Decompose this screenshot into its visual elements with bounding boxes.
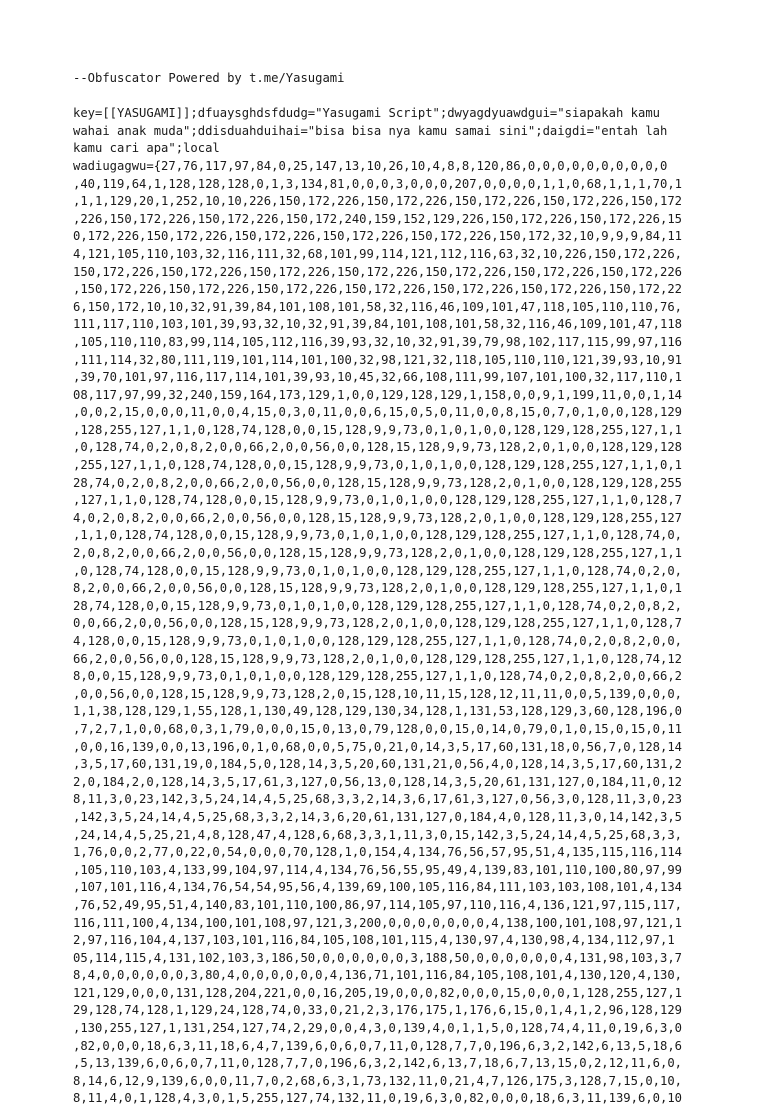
code-line: 111,117,110,103,101,39,93,32,10,32,91,39,84,101,108,101,58,32,116,46,109,101,47,118 [73,317,683,332]
code-line: 8,2,0,0,66,2,0,0,56,0,0,128,15,128,9,9,73,128,2,0,1,0,0,128,129,128,255,127,1,1,0,1 [73,581,683,596]
code-line: ,105,110,110,83,99,114,105,112,116,39,93,32,10,32,91,39,79,98,102,117,115,99,97,116 [73,334,683,349]
code-line: 8,11,4,0,1,128,4,3,0,1,5,255,127,74,132,11,0,19,6,3,0,82,0,0,0,18,6,3,11,139,6,0,10 [73,1091,683,1106]
code-line: ,0,128,74,0,2,0,8,2,0,0,66,2,0,0,56,0,0,128,15,128,9,9,73,128,2,0,1,0,0,128,129,128 [73,440,683,455]
code-line: ,130,255,127,1,131,254,127,74,2,29,0,0,4,3,0,139,4,0,1,1,5,0,128,74,4,11,0,19,6,3,0 [73,1021,683,1036]
code-line: 6,150,172,10,10,32,91,39,84,101,108,101,58,32,116,46,109,101,47,118,105,110,110,76, [73,299,683,314]
code-line: 28,74,0,2,0,8,2,0,0,66,2,0,0,56,0,0,128,15,128,9,9,73,128,2,0,1,0,0,128,129,128,255 [73,475,683,490]
code-line: 1,76,0,0,2,77,0,22,0,54,0,0,0,70,128,1,0,154,4,134,76,56,57,95,51,4,135,115,116,114 [73,845,683,860]
code-line: ,82,0,0,0,18,6,3,11,18,6,4,7,139,6,0,6,0,7,11,0,128,7,7,0,196,6,3,2,142,6,13,5,18,6 [73,1038,683,1053]
code-line: 4,121,105,110,103,32,116,111,32,68,101,99,114,121,112,116,63,32,10,226,150,172,226, [73,246,683,261]
code-line: 28,74,128,0,0,15,128,9,9,73,0,1,0,1,0,0,128,129,128,255,127,1,1,0,128,74,0,2,0,8,2, [73,598,683,613]
code-line: 8,4,0,0,0,0,0,0,3,80,4,0,0,0,0,0,0,4,136,71,101,116,84,105,108,101,4,130,120,4,130, [73,968,683,983]
code-line: ,111,114,32,80,111,119,101,114,101,100,32,98,121,32,118,105,110,110,121,39,93,10,91 [73,352,683,367]
code-line: kamu cari apa";local [73,141,220,156]
code-line: ,40,119,64,1,128,128,128,0,1,3,134,81,0,0,0,3,0,0,0,207,0,0,0,0,1,1,0,68,1,1,1,70,1 [73,176,683,191]
code-line: ,105,110,103,4,133,99,104,97,114,4,134,76,56,55,95,49,4,139,83,101,110,100,80,97,99 [73,862,683,877]
code-line: ,150,172,226,150,172,226,150,172,226,150,172,226,150,172,226,150,172,226,150,172,22 [73,282,683,297]
code-line: ,255,127,1,1,0,128,74,128,0,0,15,128,9,9,73,0,1,0,1,0,0,128,129,128,255,127,1,1,0,1 [73,458,683,473]
code-line: 0,0,66,2,0,0,56,0,0,128,15,128,9,9,73,128,2,0,1,0,0,128,129,128,255,127,1,1,0,128,7 [73,616,683,631]
code-line: ,24,14,4,5,25,21,4,8,128,47,4,128,6,68,3,3,1,11,3,0,15,142,3,5,24,14,4,5,25,68,3,3, [73,827,683,842]
code-line: 4,128,0,0,15,128,9,9,73,0,1,0,1,0,0,128,129,128,255,127,1,1,0,128,74,0,2,0,8,2,0,0, [73,634,683,648]
code-line: 2,0,184,2,0,128,14,3,5,17,61,3,127,0,56,13,0,128,14,3,5,20,61,131,127,0,184,11,0,12 [73,774,683,789]
code-line: ,76,52,49,95,51,4,140,83,101,110,100,86,97,114,105,97,110,116,4,136,121,97,115,117, [73,897,683,912]
code-line: ,0,0,2,15,0,0,0,11,0,0,4,15,0,3,0,11,0,0,6,15,0,5,0,11,0,0,8,15,0,7,0,1,0,0,128,129 [73,405,683,420]
code-line: 8,0,0,15,128,9,9,73,0,1,0,1,0,0,128,129,128,255,127,1,1,0,128,74,0,2,0,8,2,0,0,66,2 [73,669,683,684]
code-line: ,127,1,1,0,128,74,128,0,0,15,128,9,9,73,0,1,0,1,0,0,128,129,128,255,127,1,1,0,128,7 [73,493,683,508]
code-line: ,1,1,129,20,1,252,10,10,226,150,172,226,150,172,226,150,172,226,150,172,226,150,172 [73,194,683,209]
code-line: ,0,128,74,128,0,0,15,128,9,9,73,0,1,0,1,0,0,128,129,128,255,127,1,1,0,128,74,0,2,0, [73,563,683,578]
code-line: ,3,5,17,60,131,19,0,184,5,0,128,14,3,5,20,60,131,21,0,56,4,0,128,14,3,5,17,60,131,2 [73,757,683,772]
code-body [73,105,768,1108]
obfuscator-comment: --Obfuscator Powered by t.me/Yasugami [73,71,345,85]
code-line: 1,1,38,128,129,1,55,128,1,130,49,128,129,130,34,128,1,131,53,128,129,3,60,128,196,0 [73,704,683,719]
code-line: ,128,255,127,1,1,0,128,74,128,0,0,15,128,9,9,73,0,1,0,1,0,0,128,129,128,255,127,1,1 [73,422,683,437]
code-line: ,7,2,7,1,0,0,68,0,3,1,79,0,0,0,15,0,13,0,79,128,0,0,15,0,14,0,79,0,1,0,15,0,15,0,11 [73,721,683,736]
code-line: 8,14,6,12,9,139,6,0,0,11,7,0,2,68,6,3,1,73,132,11,0,21,4,7,126,175,3,128,7,15,0,10, [73,1073,683,1088]
code-line: ,39,70,101,97,116,117,114,101,39,93,10,45,32,66,108,111,99,107,101,100,32,117,110,1 [73,370,683,385]
code-line: ,1,1,0,128,74,128,0,0,15,128,9,9,73,0,1,0,1,0,0,128,129,128,255,127,1,1,0,128,74,0, [73,528,683,543]
code-line: 8,11,3,0,23,142,3,5,24,14,4,5,25,68,3,3,2,14,3,6,17,61,3,127,0,56,3,0,128,11,3,0,23 [73,792,683,807]
code-line: 121,129,0,0,0,131,128,204,221,0,0,16,205,19,0,0,0,82,0,0,0,15,0,0,0,1,128,255,127,1 [73,985,683,1000]
code-line: ,0,0,16,139,0,0,13,196,0,1,0,68,0,0,5,75,0,21,0,14,3,5,17,60,131,18,0,56,7,0,128,14 [73,739,683,754]
code-line: 4,0,2,0,8,2,0,0,66,2,0,0,56,0,0,128,15,128,9,9,73,128,2,0,1,0,0,128,129,128,255,127 [73,510,683,525]
code-line: 66,2,0,0,56,0,0,128,15,128,9,9,73,128,2,0,1,0,0,128,129,128,255,127,1,1,0,128,74,12 [73,651,683,666]
code-line: ,142,3,5,24,14,4,5,25,68,3,3,2,14,3,6,20,61,131,127,0,184,4,0,128,11,3,0,14,142,3,5 [73,809,683,824]
code-line: 2,97,116,104,4,137,103,101,116,84,105,108,101,115,4,130,97,4,130,98,4,134,112,97,1 [73,933,675,948]
code-line: wahai anak muda";ddisduahduihai="bisa bisa nya kamu samai sini";daigdi="entah lah [73,123,668,138]
code-line: 08,117,97,99,32,240,159,164,173,129,1,0,0,129,128,129,1,158,0,0,9,1,199,11,0,0,1,14 [73,387,683,402]
code-line: 2,0,8,2,0,0,66,2,0,0,56,0,0,128,15,128,9,9,73,128,2,0,1,0,0,128,129,128,255,127,1,1 [73,546,683,561]
code-line: ,0,0,56,0,0,128,15,128,9,9,73,128,2,0,15,128,10,11,15,128,12,11,11,0,0,5,139,0,0,0, [73,686,683,701]
code-line: wadiugagwu={27,76,117,97,84,0,25,147,13,10,26,10,4,8,8,120,86,0,0,0,0,0,0,0,0,0,0 [73,158,668,173]
code-line: ,107,101,116,4,134,76,54,54,95,56,4,139,69,100,105,116,84,111,103,103,108,101,4,134 [73,880,683,895]
code-line: 116,111,100,4,134,100,101,108,97,121,3,200,0,0,0,0,0,0,0,4,138,100,101,108,97,121,1 [73,915,683,930]
code-line: 0,172,226,150,172,226,150,172,226,150,172,226,150,172,226,150,172,32,10,9,9,9,84,11 [73,229,683,244]
code-line: ,226,150,172,226,150,172,226,150,172,240,159,152,129,226,150,172,226,150,172,226,15 [73,211,683,226]
code-line: 05,114,115,4,131,102,103,3,186,50,0,0,0,0,0,0,3,188,50,0,0,0,0,0,0,4,131,98,103,3,7 [73,950,683,965]
code-line: ,5,13,139,6,0,6,0,7,11,0,128,7,7,0,196,6,3,2,142,6,13,7,18,6,7,13,15,0,2,12,11,6,0, [73,1056,683,1071]
code-line: key=[[YASUGAMI]];dfuaysghdsfdudg="Yasugami Script";dwyagdyuawdgui="siapakah kamu [73,106,660,121]
code-line: 150,172,226,150,172,226,150,172,226,150,172,226,150,172,226,150,172,226,150,172,226 [73,264,683,279]
code-line: 29,128,74,128,1,129,24,128,74,0,33,0,21,2,3,176,175,1,176,6,15,0,1,4,1,2,96,128,129 [73,1003,683,1018]
